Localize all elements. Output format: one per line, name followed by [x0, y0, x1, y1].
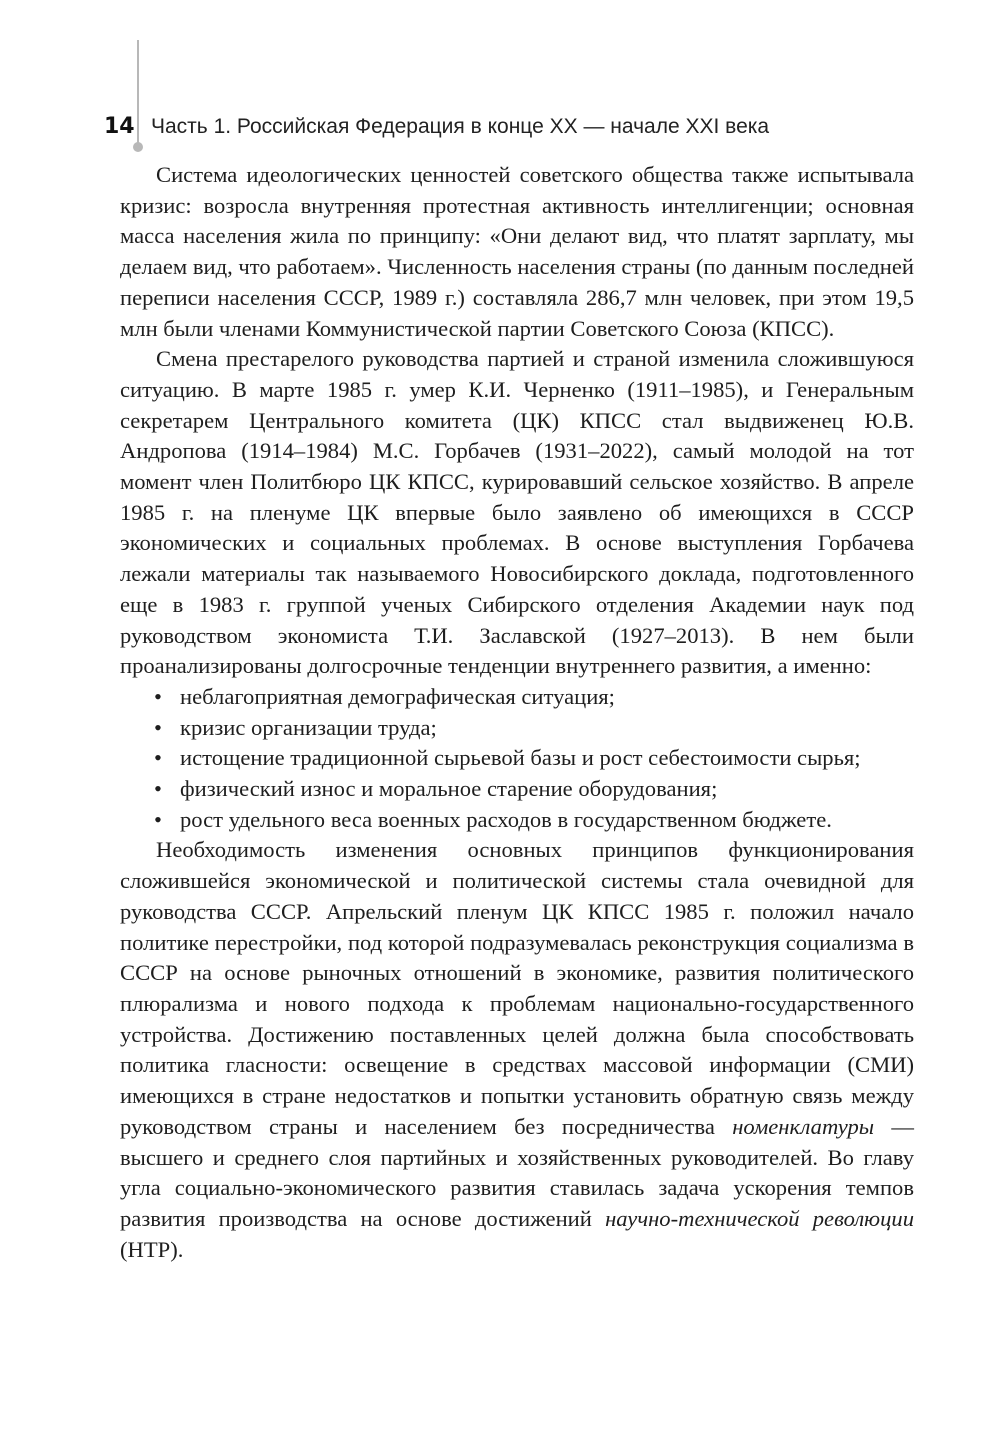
- trends-list: [120, 682, 914, 836]
- paragraph-perestroika: [120, 835, 914, 1265]
- list-item: [120, 743, 914, 774]
- perestroika-text-part3: (НТР).: [120, 1236, 184, 1262]
- bullet-icon: •: [154, 683, 162, 709]
- paragraph-ideology-crisis: Система идеологических ценностей советского общества также испытывала кризис: возросла внутренняя протестная активность интеллигенции; основная масса населения жила по принципу: «Они делают вид, что платят зарплату, мы делаем вид, что работаем». Численность населения страны (по данным последней переписи населения СССР, 1989 г.) составляла 286,7 млн человек, при этом 19,5 млн были членами Коммунистической партии Советского Союза (КПСС).: [120, 162, 914, 341]
- running-title: Часть 1. Российская Федерация в конце XX — начале XXI века: [151, 115, 770, 138]
- paragraph-leadership-change: Смена престарелого руководства партией и страной изменила сложившуюся ситуацию. В марте 1985 г. умер К.И. Черненко (1911–1985), и Генеральным секретарем Центрального комитета (ЦК) КПСС стал выдвиженец Ю.В. Андропова (1914–1984) М.С. Горбачев (1931–2022), самый молодой на тот момент член Политбюро ЦК КПСС, курировавший сельское хозяйство. В апреле 1985 г. на пленуме ЦК впервые было заявлено об имеющихся в СССР экономических и социальных проблемах. В основе выступления Горбачева лежали материалы так называемого Новосибирского доклада, подготовленного еще в 1983 г. группой ученых Сибирского отделения Академии наук под руководством экономиста Т.И. Заславской (1927–2013). В нем были проанализированы долгосрочные тенденции внутреннего развития, а именно:: [120, 346, 914, 679]
- bullet-icon: •: [154, 745, 162, 771]
- term-nomenklatura: номенклатуры: [732, 1113, 875, 1139]
- perestroika-text-part2: — высшего и среднего слоя партийных и хозяйственных руководителей. Во главу угла социально-экономического развития ставилась задача ускорения темпов развития производства на основе достижений: [120, 1113, 914, 1231]
- list-item: [120, 713, 914, 744]
- list-item-text: неблагоприятная демографическая ситуация;: [180, 683, 615, 709]
- bullet-icon: •: [154, 714, 162, 740]
- list-item: [120, 682, 914, 713]
- list-item-text: рост удельного веса военных расходов в государственном бюджете.: [180, 806, 832, 832]
- page-body: [120, 160, 914, 1265]
- list-item-text: физический износ и моральное старение оборудования;: [180, 776, 718, 802]
- perestroika-text-part1: Необходимость изменения основных принципов функционирования сложившейся экономической и политической системы стала очевидной для руководства СССР. Апрельский пленум ЦК КПСС 1985 г. положил начало политике перестройки, под которой подразумевалась реконструкция социализма в СССР на основе рыночных отношений в экономике, развития политического плюрализма и нового подхода к проблемам национально-государственного устройства. Достижению поставленных целей должна была способствовать политика гласности: освещение в средствах массовой информации (СМИ) имеющихся в стране недостатков и попытки установить обратную связь между руководством страны и населением без посредничества: [120, 837, 914, 1139]
- list-item: [120, 805, 914, 836]
- list-item: [120, 774, 914, 805]
- bullet-icon: •: [154, 806, 162, 832]
- term-scientific-technical-revolution: научно-технической революции: [605, 1205, 915, 1231]
- bullet-icon: •: [154, 776, 162, 802]
- list-item-text: кризис организации труда;: [180, 714, 437, 740]
- header-divider-dot: [133, 142, 143, 152]
- header-divider-line: [137, 40, 139, 148]
- page-number: 14: [104, 114, 135, 139]
- list-item-text: истощение традиционной сырьевой базы и рост себестоимости сырья;: [180, 745, 861, 771]
